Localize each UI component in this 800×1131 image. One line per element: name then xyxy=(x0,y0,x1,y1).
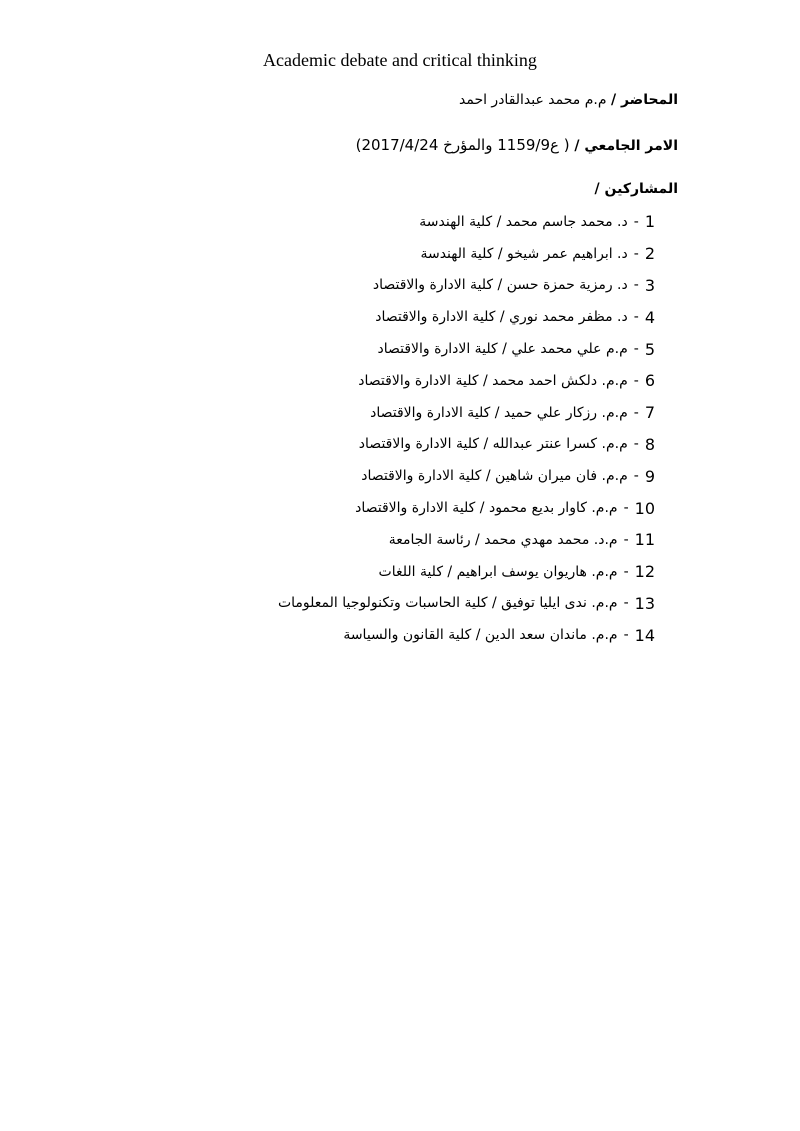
lecturer-line xyxy=(459,89,678,111)
participant-text: م.م. هاريوان يوسف ابراهيم / كلية اللغات xyxy=(378,563,618,580)
list-item xyxy=(278,556,655,588)
participant-text: د. محمد جاسم محمد / كلية الهندسة xyxy=(419,213,628,230)
participant-text: م.م. ماندان سعد الدين / كلية القانون والسياسة xyxy=(343,627,618,644)
participant-number: 6 xyxy=(644,371,655,391)
participant-text: م.م علي محمد علي / كلية الادارة والاقتصاد xyxy=(377,341,628,358)
participant-text: د. ابراهيم عمر شيخو / كلية الهندسة xyxy=(420,245,628,262)
participant-text: م.م. رزكار علي حميد / كلية الادارة والاقتصاد xyxy=(370,404,628,421)
participant-number: 12 xyxy=(634,562,655,582)
participant-number: 1 xyxy=(644,212,655,232)
participant-dash: - xyxy=(623,500,629,517)
participant-number: 4 xyxy=(644,307,655,327)
participant-dash: - xyxy=(633,245,639,262)
lecturer-label: المحاضر / xyxy=(610,92,678,108)
participant-text: م.م. فان ميران شاهين / كلية الادارة والاقتصاد xyxy=(361,468,628,485)
list-item xyxy=(278,524,655,556)
participant-dash: - xyxy=(633,372,639,389)
participant-dash: - xyxy=(633,213,639,230)
list-item xyxy=(278,429,655,461)
participant-text: د. مظفر محمد نوري / كلية الادارة والاقتصاد xyxy=(375,309,628,326)
participant-number: 8 xyxy=(644,434,655,454)
list-item xyxy=(278,365,655,397)
participants-heading: المشاركين / xyxy=(594,181,678,197)
participant-dash: - xyxy=(633,468,639,485)
participant-dash: - xyxy=(623,627,629,644)
participant-text: م.م. ندى ايليا توفيق / كلية الحاسبات وتكنولوجيا المعلومات xyxy=(277,595,618,612)
participant-number: 10 xyxy=(634,498,655,518)
participant-number: 7 xyxy=(644,403,655,423)
participant-dash: - xyxy=(633,341,639,358)
participant-dash: - xyxy=(633,309,639,326)
participant-dash: - xyxy=(623,531,629,548)
participant-number: 9 xyxy=(644,466,655,486)
participant-text: د. رمزية حمزة حسن / كلية الادارة والاقتصاد xyxy=(372,277,628,294)
list-item xyxy=(278,270,655,302)
participant-dash: - xyxy=(633,436,639,453)
participant-dash: - xyxy=(633,277,639,294)
participant-number: 3 xyxy=(644,275,655,295)
list-item xyxy=(278,397,655,429)
participant-text: م.م. دلكش احمد محمد / كلية الادارة والاقتصاد xyxy=(358,372,628,389)
list-item xyxy=(278,460,655,492)
participants-list xyxy=(278,206,655,651)
list-item xyxy=(278,301,655,333)
university-order-value: ( ع1159/9 والمؤرخ 2017/4/24) xyxy=(355,136,570,154)
list-item xyxy=(278,492,655,524)
participant-number: 11 xyxy=(634,530,655,550)
participant-text: م.د. محمد مهدي محمد / رئاسة الجامعة xyxy=(388,531,618,548)
participant-number: 5 xyxy=(644,339,655,359)
lecturer-name: م.م محمد عبدالقادر احمد xyxy=(459,92,607,108)
list-item xyxy=(278,619,655,651)
participant-text: م.م. كاوار بديع محمود / كلية الادارة والاقتصاد xyxy=(355,500,618,517)
participant-number: 2 xyxy=(644,244,655,264)
participant-number: 13 xyxy=(634,593,655,613)
list-item xyxy=(278,588,655,620)
university-order-line xyxy=(356,134,678,157)
participant-text: م.م. كسرا عنتر عبدالله / كلية الادارة والاقتصاد xyxy=(358,436,628,453)
participant-number: 14 xyxy=(634,625,655,645)
university-order-label: الامر الجامعي / xyxy=(574,138,678,154)
list-item xyxy=(278,238,655,270)
participant-dash: - xyxy=(623,563,629,580)
document-title: Academic debate and critical thinking xyxy=(263,50,537,70)
list-item xyxy=(278,206,655,238)
participant-dash: - xyxy=(623,595,629,612)
list-item xyxy=(278,333,655,365)
participant-dash: - xyxy=(633,404,639,421)
